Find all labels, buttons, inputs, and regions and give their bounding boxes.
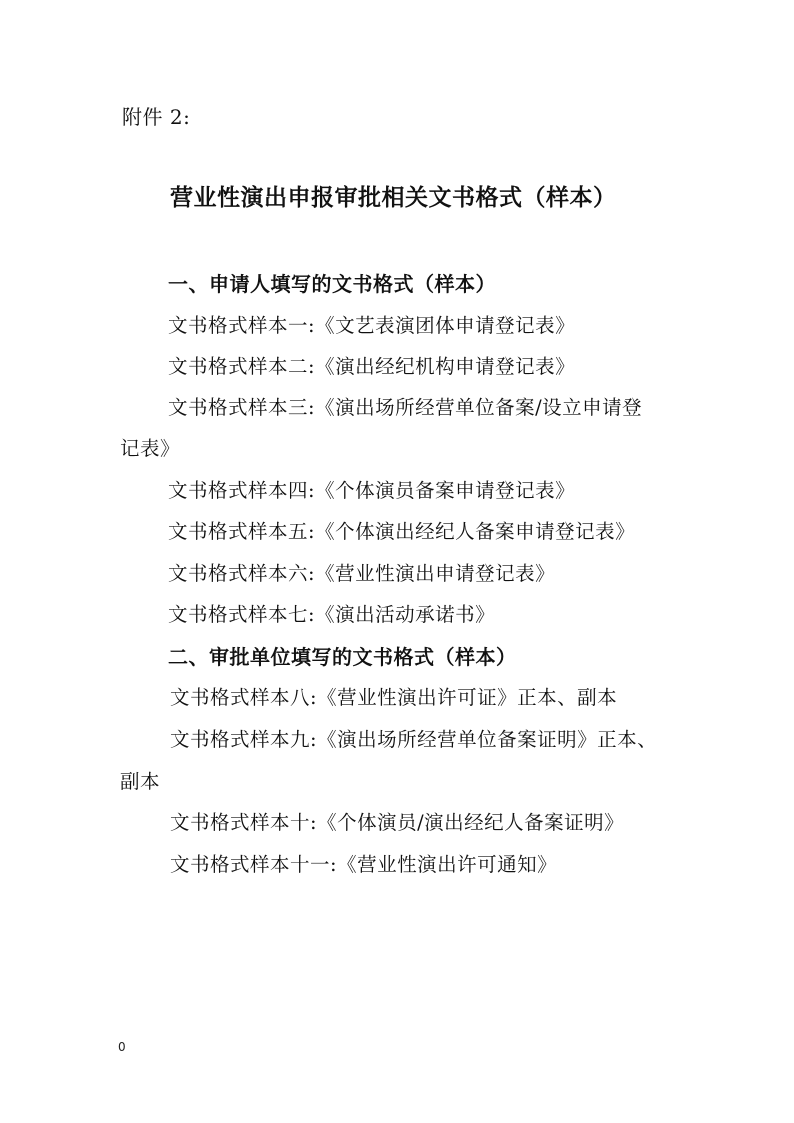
- section-2-item: 文书格式样本十一:《营业性演出许可通知》: [170, 853, 558, 876]
- section-2-item: 文书格式样本十:《个体演员/演出经纪人备案证明》: [170, 811, 625, 834]
- attachment-label: 附件 2:: [122, 105, 191, 129]
- section-1-item: 文书格式样本二:《演出经纪机构申请登记表》: [168, 355, 576, 378]
- document-title: 营业性演出申报审批相关文书格式（样本）: [170, 184, 617, 211]
- section-1-item: 文书格式样本四:《个体演员备案申请登记表》: [168, 479, 576, 502]
- section-2-item: 文书格式样本八:《营业性演出许可证》正本、副本: [170, 686, 618, 709]
- page-number: 0: [118, 1040, 126, 1054]
- section-1-item-continuation: 记表》: [120, 437, 181, 460]
- section-1-heading: 一、申请人填写的文书格式（样本）: [168, 272, 496, 296]
- section-1-item: 文书格式样本一:《文艺表演团体申请登记表》: [168, 314, 576, 337]
- section-1-item: 文书格式样本六:《营业性演出申请登记表》: [168, 562, 556, 585]
- section-1-item: 文书格式样本三:《演出场所经营单位备案/设立申请登: [168, 396, 643, 419]
- section-2-item: 文书格式样本九:《演出场所经营单位备案证明》正本、: [170, 728, 658, 751]
- section-1-item: 文书格式样本五:《个体演出经纪人备案申请登记表》: [168, 520, 636, 543]
- section-2-item-continuation: 副本: [120, 770, 161, 793]
- section-1-item: 文书格式样本七:《演出活动承诺书》: [168, 603, 496, 626]
- section-2-heading: 二、审批单位填写的文书格式（样本）: [168, 645, 517, 669]
